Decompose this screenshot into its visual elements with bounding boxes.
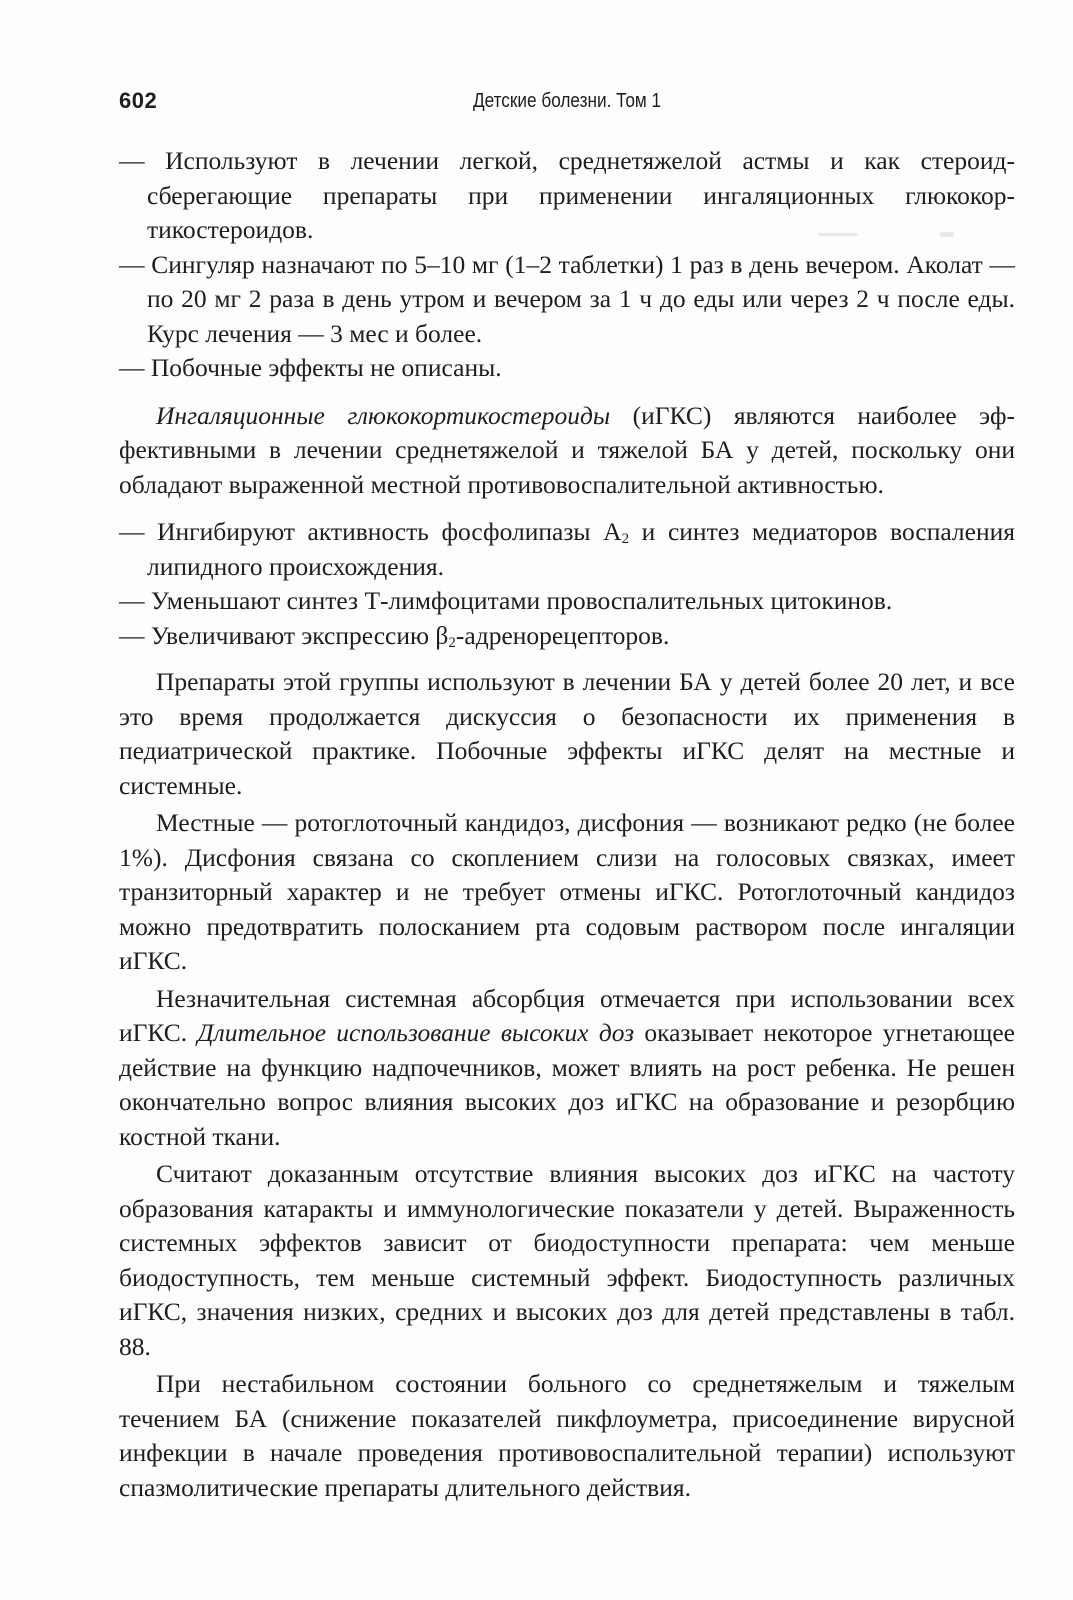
paragraph-text: оказывает некоторое угнетающее действие на функцию надпочечников, может влиять на рост ребенка. Не решен окончательно вопрос влияния высоких доз иГКС на образование и резорбцию костной ткани.: [119, 1018, 1015, 1151]
list-item: — Сингуляр назначают по 5–10 мг (1–2 таблетки) 1 раз в день вечером. Аколат — по 20 мг 2 раза в день утром и вечером за 1 ч до еды или через 2 ч после еды. Курс лечения — 3 мес и более.: [119, 249, 1015, 348]
list-item-text: — Увеличивают экспрессию β: [119, 620, 449, 650]
italic-term: Длительное использование высоких доз: [197, 1018, 635, 1047]
scan-speck: [940, 232, 954, 237]
paragraph-proven: Считают доказанным отсутствие влияния высоких доз иГКС на частоту образования катаракты и иммунологические показатели у детей. Выраженность системных эффектов зависит от биодоступности препарата: чем меньше биодоступность, тем меньше системный эффект. Биодоступность различных иГКС, значения низких, средних и высоких доз для детей представлены в табл. 88.: [119, 1159, 1015, 1361]
list-item: [119, 619, 1015, 654]
list-item: — Побочные эффекты не описаны.: [119, 353, 502, 382]
subscript: 2: [621, 531, 630, 547]
list-item: — Используют в лечении легкой, среднетяжелой астмы и как стероидсберегающие препараты при применении ингаляционных глюкокортикостероидов.: [119, 146, 1015, 244]
subscript: 2: [448, 634, 456, 651]
paragraph-text: Незначительная системная абсорбция отмечается при использовании всех иГКС.: [119, 983, 1015, 1047]
paragraph-systemic-effects: [119, 982, 1015, 1155]
bullet-list-antileukotriene: [119, 144, 1015, 386]
paragraph-local-effects: Местные — ротоглоточный кандидоз, дисфония — возникают редко (не более 1%). Дисфония связана со скоплением слизи на голосовых связках, имеет транзиторный характер и не требует отмены иГКС. Ротоглоточный кандидоз можно предотвратить полосканием рта содовым раствором после ингаляции иГКС.: [119, 808, 1015, 975]
page-body: [119, 144, 1015, 1505]
list-item-text: -адренорецепторов.: [455, 620, 670, 650]
list-item-text: и синтез медиаторов воспаления липидного происхождения.: [147, 517, 1015, 581]
scan-speck: [818, 233, 858, 236]
list-item: [119, 515, 1015, 584]
list-item-text: — Ингибируют активность фосфолипазы А: [119, 517, 622, 546]
paragraph-text: (иГКС) являются наиболее эффективными в лечении среднетяжелой и тяжелой БА у детей, поскольку они обладают выраженной местной противовоспалительной активностью.: [119, 400, 1015, 499]
page-header: [119, 88, 1015, 118]
running-title: Детские болезни. Том 1: [472, 90, 662, 112]
paragraph-igks: [119, 399, 1015, 503]
paragraph-unstable: При нестабильном состоянии больного со среднетяжелым и тяжелым течением БА (снижение показателей пикфлоуметра, присоединение вирусной инфекции в начале проведения противовоспалительной терапии) используют спазмолитические препараты длительного действия.: [119, 1369, 1015, 1502]
paragraph-preparations: Препараты этой группы используют в лечении БА у детей более 20 лет, и все это время продолжается дискуссия о безопасности их применения в педиатрической практике. Побочные эффекты иГКС делят на местные и системные.: [119, 667, 1015, 800]
list-item: — Уменьшают синтез Т-лимфоцитами провоспалительных цитокинов.: [119, 586, 893, 615]
page-number: 602: [119, 88, 158, 113]
bullet-list-igks-actions: [119, 515, 1015, 653]
italic-term: Ингаляционные глюкокортикостероиды: [156, 400, 611, 430]
